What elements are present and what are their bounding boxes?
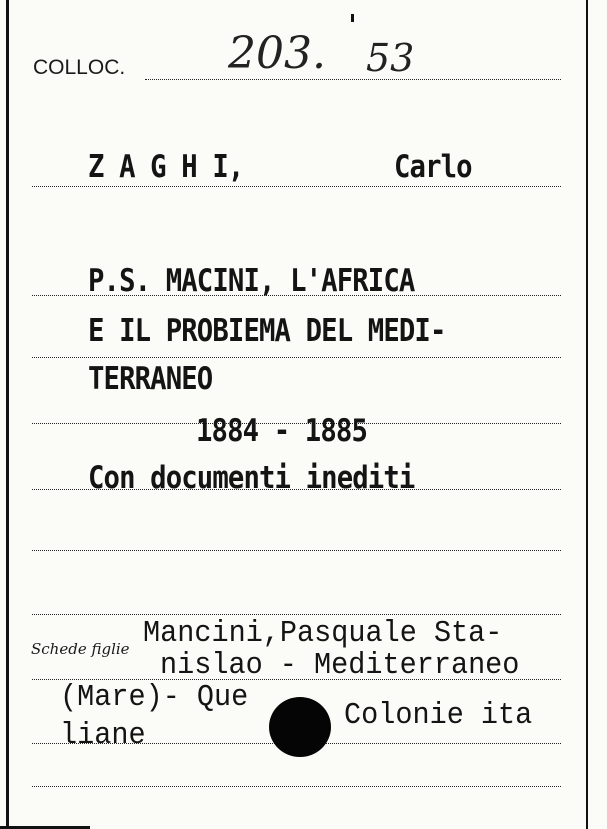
colloc-shelf-number: 203. bbox=[228, 28, 326, 79]
slip-line-2: nislao - Mediterraneo bbox=[160, 648, 520, 683]
author-first-name: Carlo bbox=[394, 149, 472, 185]
slip-line-5: liane bbox=[60, 718, 146, 753]
ruled-line bbox=[32, 186, 561, 187]
card-punch-mark bbox=[351, 14, 354, 22]
title-line-3: TERRANEO bbox=[88, 361, 213, 397]
schede-figlie-label: Schede figlie bbox=[31, 640, 130, 658]
years: 1884 - 1885 bbox=[196, 413, 367, 449]
slip-line-4: Colonie ita bbox=[344, 698, 533, 733]
author-surname: Z A G H I, bbox=[88, 149, 244, 185]
title-line-1: P.S. MACINI, L'AFRICA bbox=[88, 263, 415, 299]
slip-line-1: Mancini,Pasquale Sta- bbox=[143, 616, 503, 651]
ruled-line bbox=[32, 614, 561, 615]
ruled-line bbox=[32, 357, 561, 358]
colloc-label: COLLOC. bbox=[33, 56, 126, 79]
slip-line-3: (Mare)- Que bbox=[60, 680, 249, 715]
card-right-edge bbox=[586, 0, 588, 829]
card-left-edge bbox=[6, 0, 9, 829]
title-line-2: E IL PROBIEMA DEL MEDI- bbox=[88, 313, 446, 349]
ruled-line bbox=[32, 550, 561, 551]
ruled-line bbox=[145, 79, 561, 80]
note: Con documenti inediti bbox=[88, 460, 415, 496]
colloc-item-number: 53 bbox=[366, 36, 415, 80]
ruled-line bbox=[32, 786, 561, 787]
ink-blot bbox=[269, 697, 331, 757]
